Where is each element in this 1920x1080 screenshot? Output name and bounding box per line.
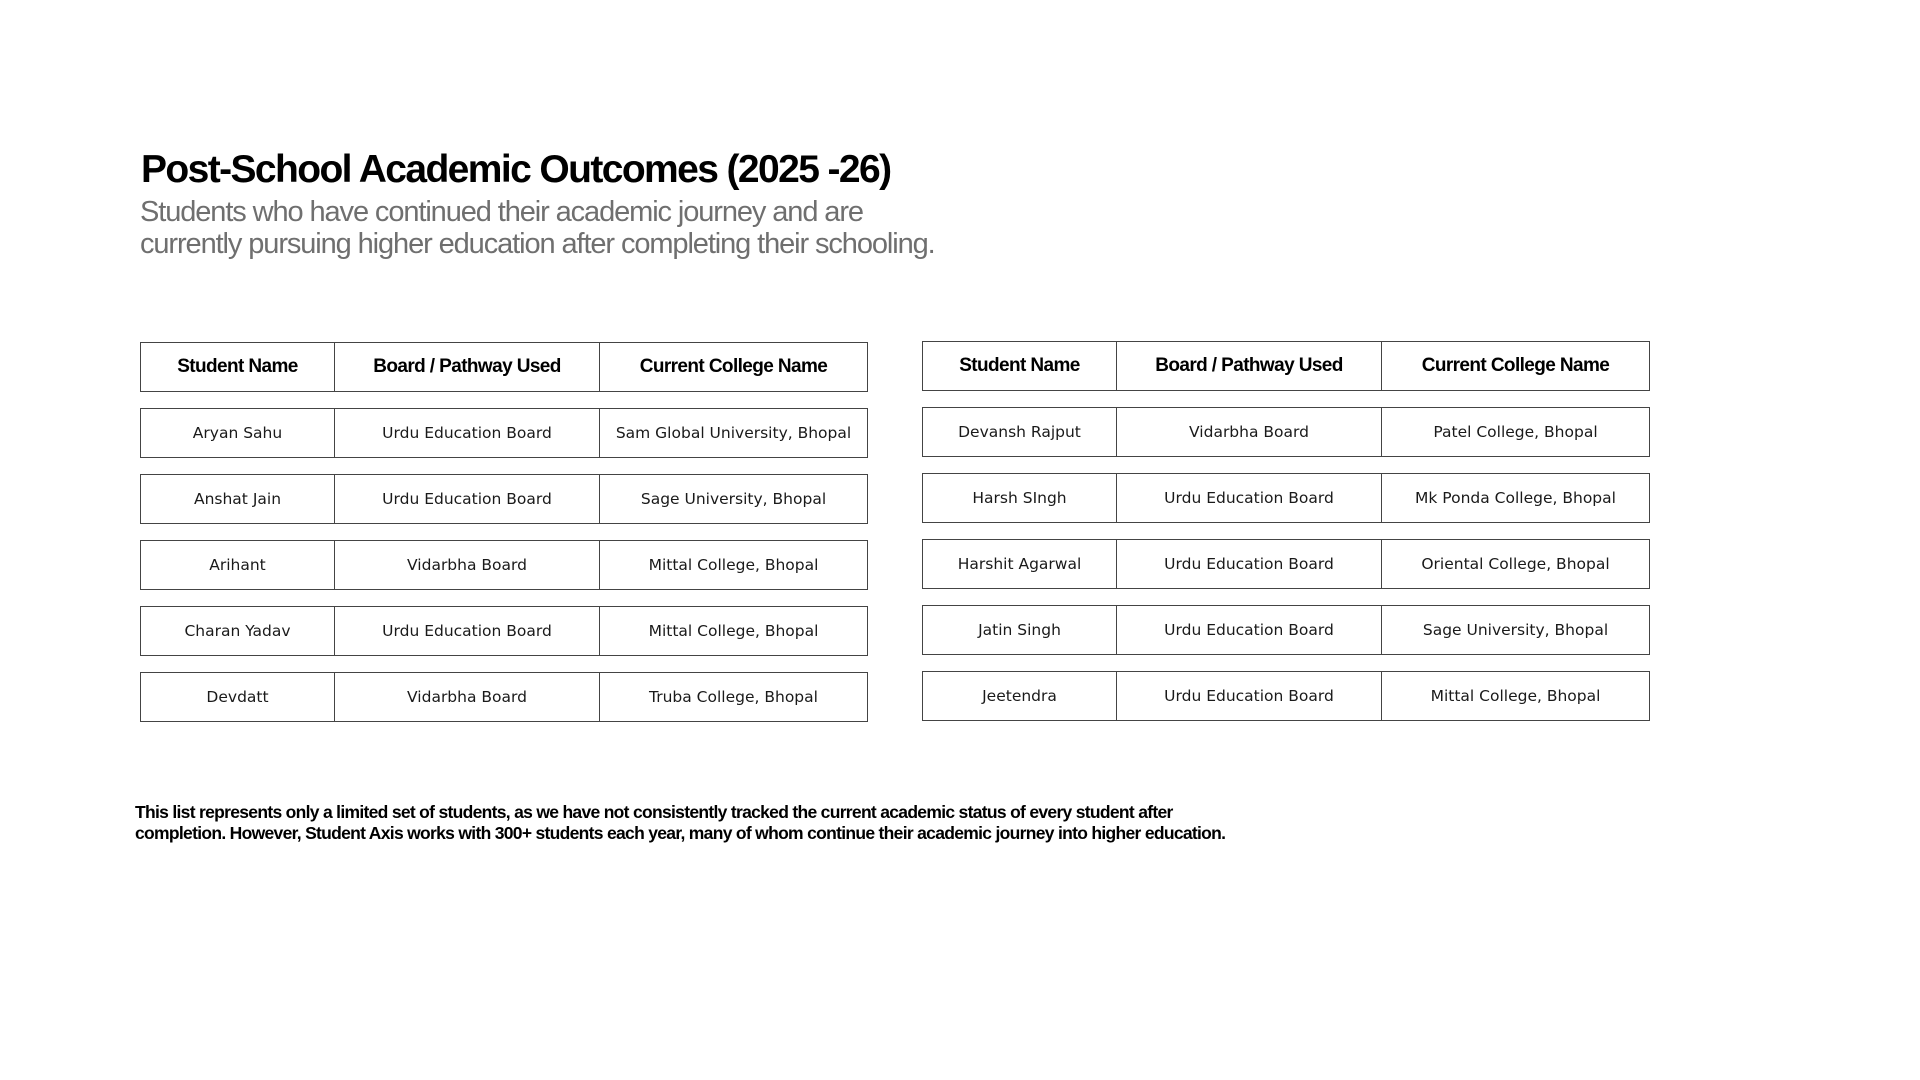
header-board: Board / Pathway Used [1117, 341, 1382, 391]
cell-college: Sam Global University, Bhopal [600, 408, 868, 458]
table-row [140, 672, 868, 722]
cell-student-name: Jatin Singh [922, 605, 1117, 655]
header-college: Current College Name [1382, 341, 1650, 391]
cell-student-name: Charan Yadav [140, 606, 335, 656]
cell-college: Truba College, Bhopal [600, 672, 868, 722]
page-title: Post-School Academic Outcomes (2025 -26) [141, 148, 891, 191]
table-row [140, 474, 868, 524]
header-college: Current College Name [600, 342, 868, 392]
cell-student-name: Anshat Jain [140, 474, 335, 524]
cell-board: Urdu Education Board [335, 474, 600, 524]
cell-college: Mittal College, Bhopal [1382, 671, 1650, 721]
cell-student-name: Devdatt [140, 672, 335, 722]
cell-student-name: Devansh Rajput [922, 407, 1117, 457]
cell-board: Urdu Education Board [1117, 473, 1382, 523]
footnote-line-1: This list represents only a limited set of students, as we have not consistently tracked the current academic status of every student after [135, 802, 1173, 822]
table-row [140, 408, 868, 458]
cell-student-name: Aryan Sahu [140, 408, 335, 458]
subtitle-line-1: Students who have continued their academic journey and are [140, 196, 863, 228]
cell-college: Sage University, Bhopal [600, 474, 868, 524]
cell-board: Urdu Education Board [1117, 605, 1382, 655]
cell-college: Mittal College, Bhopal [600, 540, 868, 590]
table-row [140, 606, 868, 656]
cell-student-name: Arihant [140, 540, 335, 590]
header-board: Board / Pathway Used [335, 342, 600, 392]
table-header-row [140, 342, 868, 392]
footnote-line-2: completion. However, Student Axis works with 300+ students each year, many of whom continue their academic journey into higher education. [135, 823, 1226, 843]
cell-college: Mk Ponda College, Bhopal [1382, 473, 1650, 523]
students-table-left [140, 342, 868, 722]
cell-student-name: Harsh SIngh [922, 473, 1117, 523]
cell-board: Urdu Education Board [335, 606, 600, 656]
cell-college: Mittal College, Bhopal [600, 606, 868, 656]
cell-college: Sage University, Bhopal [1382, 605, 1650, 655]
table-row [922, 539, 1650, 589]
table-row [140, 540, 868, 590]
cell-board: Urdu Education Board [1117, 671, 1382, 721]
footnote [135, 802, 1225, 844]
table-row [922, 671, 1650, 721]
cell-college: Oriental College, Bhopal [1382, 539, 1650, 589]
header-student-name: Student Name [922, 341, 1117, 391]
cell-board: Urdu Education Board [1117, 539, 1382, 589]
table-row [922, 473, 1650, 523]
students-table-right [922, 341, 1650, 721]
table-header-row [922, 341, 1650, 391]
header-student-name: Student Name [140, 342, 335, 392]
cell-board: Urdu Education Board [335, 408, 600, 458]
table-row [922, 605, 1650, 655]
cell-student-name: Jeetendra [922, 671, 1117, 721]
table-row [922, 407, 1650, 457]
cell-board: Vidarbha Board [335, 540, 600, 590]
cell-student-name: Harshit Agarwal [922, 539, 1117, 589]
cell-board: Vidarbha Board [1117, 407, 1382, 457]
subtitle-line-2: currently pursuing higher education after completing their schooling. [140, 228, 935, 260]
page-subtitle [140, 196, 935, 260]
cell-college: Patel College, Bhopal [1382, 407, 1650, 457]
cell-board: Vidarbha Board [335, 672, 600, 722]
